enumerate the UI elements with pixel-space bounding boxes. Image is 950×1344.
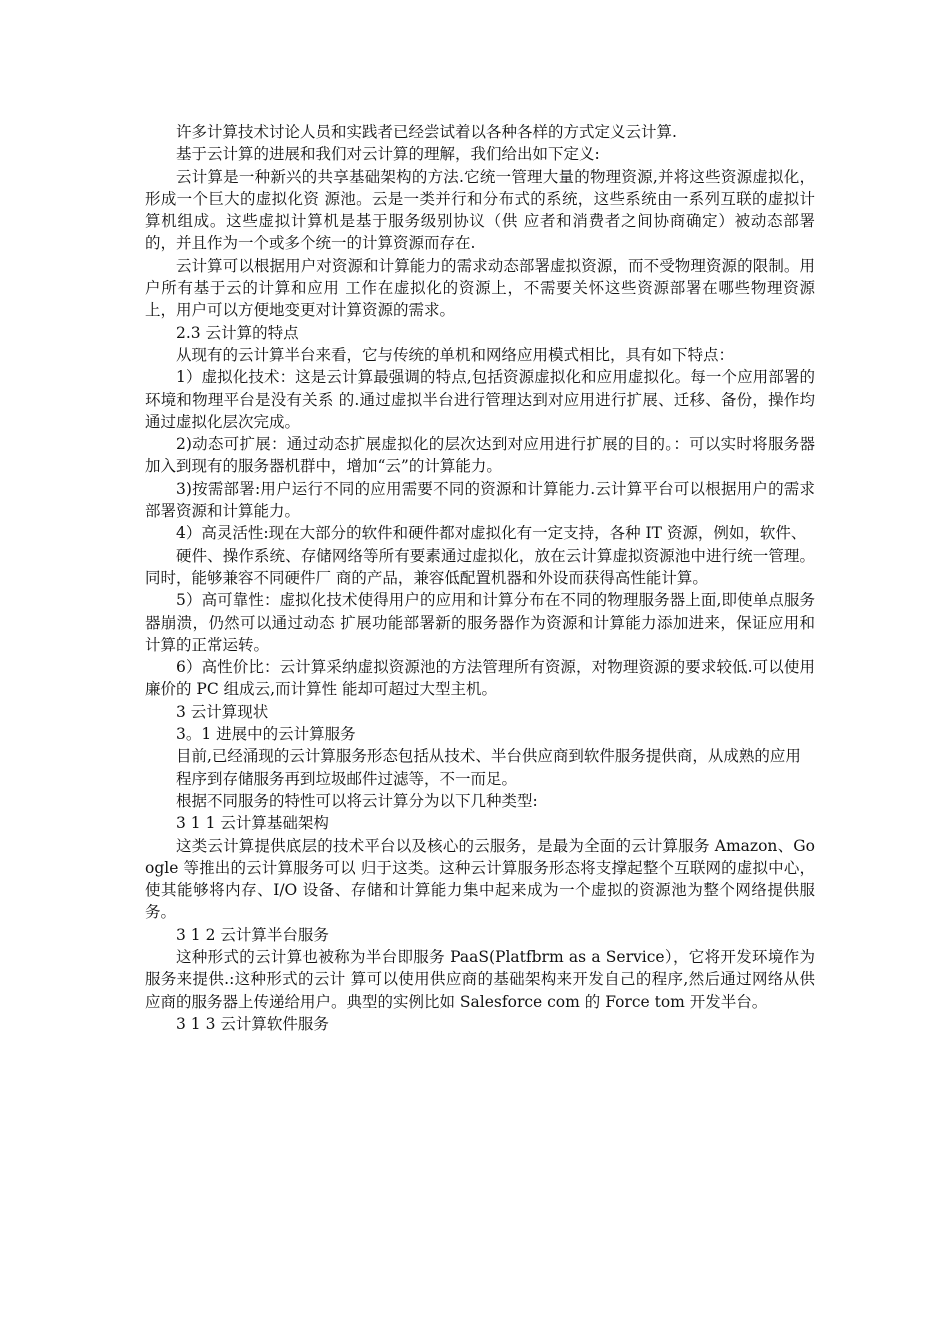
paragraph: 这类云计算提供底层的技术平台以及核心的云服务，是最为全面的云计算服务 Amazon、Google 等推出的云计算服务可以 归于这类。这种云计算服务形态将支撑起整个互联网的虚拟中心，使其能够将内存、I/O 设备、存储和计算能力集中起来成为一个虚拟的资源池为整个网络提供服务。 — [145, 836, 815, 922]
section-heading: 3。1 进展中的云计算服务 — [176, 725, 356, 744]
paragraph: 从现有的云计算半台来看，它与传统的单机和网络应用模式相比，具有如下特点： — [176, 345, 735, 364]
section-heading: 2.3 云计算的特点 — [176, 323, 299, 342]
paragraph: 根据不同服务的特性可以将云计算分为以下几种类型: — [176, 791, 538, 810]
section-heading: 3 1 1 云计算基础架构 — [176, 814, 329, 833]
section-heading: 3 1 2 云计算半台服务 — [176, 925, 329, 944]
document-body — [145, 121, 815, 1035]
paragraph: 云计算是一种新兴的共享基础架构的方法.它统一管理大量的物理资源,并将这些资源虚拟化，形成一个巨大的虚拟化资 源池。云是一类并行和分布式的系统，这些系统由一系列互联的虚拟计算机组成。这些虚拟计算机是基于服务级别协议（供 应者和消费者之间协商确定）被动态部署的，并且作为一个或多个统一的计算资源而存在. — [145, 167, 815, 253]
section-heading: 3 1 3 云计算软件服务 — [176, 1014, 329, 1033]
paragraph: 硬件、操作系统、存储网络等所有要素通过虚拟化，放在云计算虚拟资源池中进行统一管理。同时，能够兼容不同硬件厂 商的产品，兼容低配置机器和外设而获得高性能计算。 — [145, 546, 815, 587]
paragraph: 4）高灵活性:现在大部分的软件和硬件都对虚拟化有一定支持，各种 IT 资源，例如，软件、 — [176, 524, 807, 543]
paragraph: 2)动态可扩展：通过动态扩展虚拟化的层次达到对应用进行扩展的目的。：可以实时将服务器加入到现有的服务器机群中，增加“云”的计算能力。 — [145, 435, 815, 476]
paragraph: 5）高可靠性：虚拟化技术使得用户的应用和计算分布在不同的物理服务器上面,即使单点服务器崩溃，仍然可以通过动态 扩展功能部署新的服务器作为资源和计算能力添加进来，保证应用和计算的正常运转。 — [145, 591, 815, 654]
paragraph: 3)按需部署:用户运行不同的应用需要不同的资源和计算能力.云计算平台可以根据用户的需求部署资源和计算能力。 — [145, 479, 815, 521]
section-heading: 3 云计算现状 — [176, 702, 269, 721]
paragraph: 目前,已经涌现的云计算服务形态包括从技术、半台供应商到软件服务提供商，从成熟的应用 — [176, 747, 801, 766]
paragraph: 6）高性价比：云计算采纳虚拟资源池的方法管理所有资源，对物理资源的要求较低.可以使用廉价的 PC 组成云,而计算性 能却可超过大型主机。 — [145, 658, 815, 699]
paragraph: 这种形式的云计算也被称为半台即服务 PaaS(Platfbrm as a Service），它将开发环境作为服务来提供.:这种形式的云计 算可以使用供应商的基础架构来开发自己的程序,然后通过网络从供应商的服务器上传递给用户。典型的实例比如 Salesforce com 的 Force tom 开发半台。 — [145, 947, 815, 1011]
paragraph: 云计算可以根据用户对资源和计算能力的需求动态部署虚拟资源，而不受物理资源的限制。用户所有基于云的计算和应用 工作在虚拟化的资源上，不需要关怀这些资源部署在哪些物理资源上，用户可以方便地变更对计算资源的需求。 — [145, 256, 815, 320]
paragraph: 1）虚拟化技术：这是云计算最强调的特点,包括资源虚拟化和应用虚拟化。每一个应用部署的环境和物理平台是没有关系 的.通过虚拟半台进行管理达到对应用进行扩展、迁移、备份，操作均通过虚拟化层次完成。 — [145, 368, 815, 431]
paragraph: 程序到存储服务再到垃圾邮件过滤等，不一而足。 — [176, 769, 518, 788]
paragraph: 许多计算技术讨论人员和实践者已经尝试着以各种各样的方式定义云计算. — [176, 123, 677, 141]
paragraph: 基于云计算的进展和我们对云计算的理解，我们给出如下定义: — [176, 145, 600, 164]
